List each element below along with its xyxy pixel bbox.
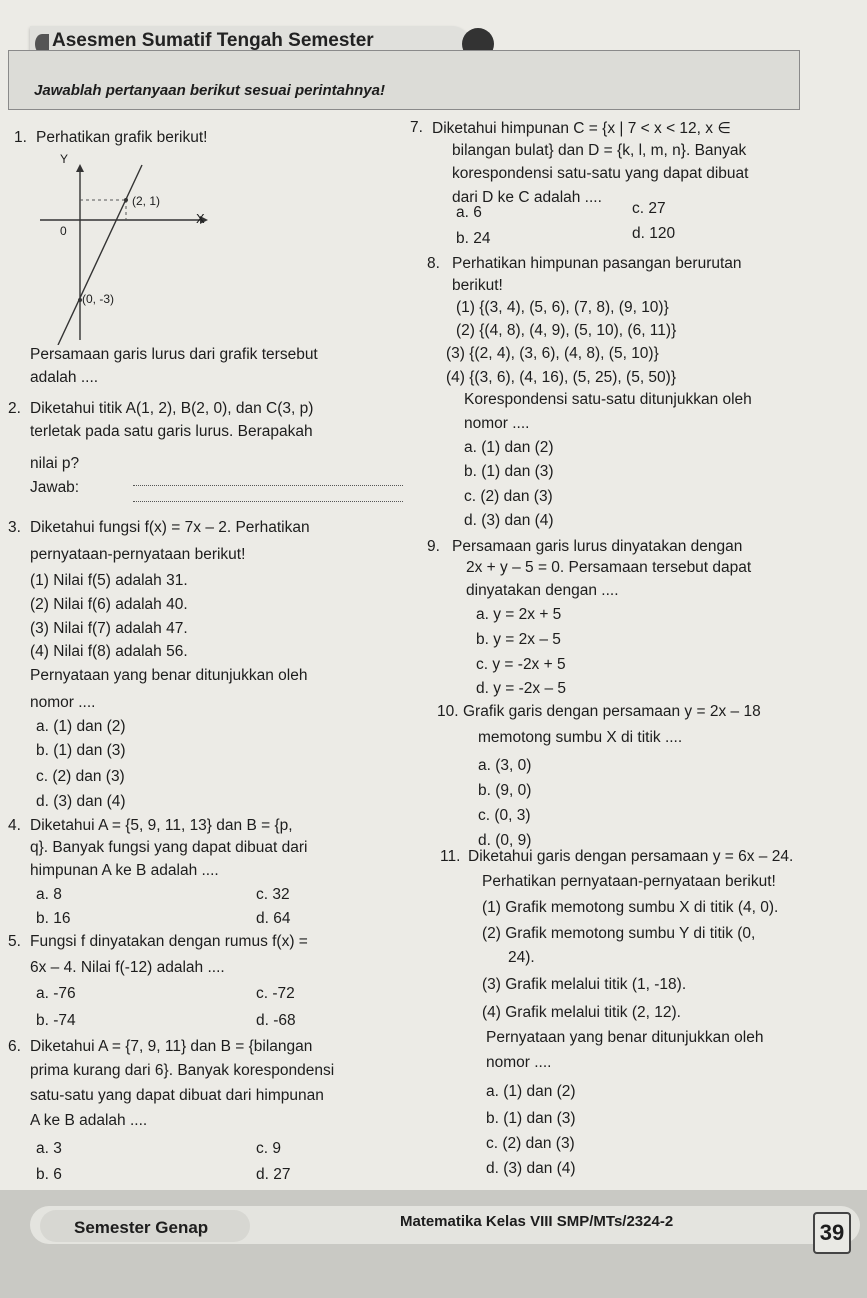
q8-set: (4) {(3, 6), (4, 16), (5, 25), (5, 50)}	[446, 369, 677, 386]
q7-option-d[interactable]: d. 120	[632, 225, 676, 242]
q5-number: 5.	[8, 933, 21, 950]
q11-statement: (1) Grafik memotong sumbu X di titik (4, 0).	[482, 899, 779, 916]
q8-set: (1) {(3, 4), (5, 6), (7, 8), (9, 10)}	[456, 299, 669, 316]
q7-text-1: Diketahui himpunan C = {x | 7 < x < 12, x ∈	[432, 120, 731, 137]
q4-option-c[interactable]: c. 32	[256, 886, 290, 903]
q8-option-d[interactable]: d. (3) dan (4)	[464, 512, 554, 529]
q6-text-4: A ke B adalah ....	[30, 1112, 148, 1129]
q1-text: Perhatikan grafik berikut!	[36, 129, 208, 146]
q9-text-2: 2x + y – 5 = 0. Persamaan tersebut dapat	[466, 559, 752, 576]
q10-option-b[interactable]: b. (9, 0)	[478, 782, 532, 799]
q7-option-a[interactable]: a. 6	[456, 204, 482, 221]
q10-text-2: memotong sumbu X di titik ....	[478, 729, 683, 746]
q7-option-b[interactable]: b. 24	[456, 230, 491, 247]
q9-option-d[interactable]: d. y = -2x – 5	[476, 680, 567, 697]
q10-text-1: Grafik garis dengan persamaan y = 2x – 18	[463, 703, 761, 720]
q11-option-d[interactable]: d. (3) dan (4)	[486, 1160, 576, 1177]
q6-option-a[interactable]: a. 3	[36, 1140, 62, 1157]
graph-origin-label: 0	[60, 224, 67, 238]
graph-line	[58, 165, 142, 345]
q4-option-d[interactable]: d. 64	[256, 910, 291, 927]
page-number: 39	[813, 1212, 851, 1254]
q1-text-2: Persamaan garis lurus dari grafik tersebut	[30, 346, 318, 363]
q9-number: 9.	[427, 538, 440, 555]
q11-statement-cont: 24).	[508, 949, 535, 966]
q11-text-4: nomor ....	[486, 1054, 552, 1071]
q9-text-3: dinyatakan dengan ....	[466, 582, 619, 599]
q3-statement: (3) Nilai f(7) adalah 47.	[30, 620, 188, 637]
q6-text-3: satu-satu yang dapat dibuat dari himpunan	[30, 1087, 324, 1104]
q3-option-b[interactable]: b. (1) dan (3)	[36, 742, 126, 759]
q11-option-c[interactable]: c. (2) dan (3)	[486, 1135, 575, 1152]
q9-option-b[interactable]: b. y = 2x – 5	[476, 631, 561, 648]
q6-text-2: prima kurang dari 6}. Banyak korespondensi	[30, 1062, 335, 1079]
q5-option-d[interactable]: d. -68	[256, 1012, 296, 1029]
point-a-marker	[124, 198, 128, 202]
q11-text-1: Diketahui garis dengan persamaan y = 6x – 24.	[468, 848, 794, 865]
q8-text-2: berikut!	[452, 277, 503, 294]
q7-option-c[interactable]: c. 27	[632, 200, 666, 217]
graph-y-label: Y	[60, 152, 69, 166]
page-title: Asesmen Sumatif Tengah Semester	[52, 30, 374, 51]
q11-text-2: Perhatikan pernyataan-pernyataan berikut!	[482, 873, 776, 890]
q7-text-2: bilangan bulat} dan D = {k, l, m, n}. Banyak	[452, 142, 747, 159]
q6-option-c[interactable]: c. 9	[256, 1140, 281, 1157]
q5-text-1: Fungsi f dinyatakan dengan rumus f(x) =	[30, 933, 308, 950]
q8-option-b[interactable]: b. (1) dan (3)	[464, 463, 554, 480]
q6-option-b[interactable]: b. 6	[36, 1166, 62, 1183]
q2-answer-label: Jawab:	[30, 479, 80, 496]
q11-option-a[interactable]: a. (1) dan (2)	[486, 1083, 576, 1100]
q5-text-2: 6x – 4. Nilai f(-12) adalah ....	[30, 959, 225, 976]
q11-statement: (4) Grafik melalui titik (2, 12).	[482, 1004, 681, 1021]
q8-set: (3) {(2, 4), (3, 6), (4, 8), (5, 10)}	[446, 345, 659, 362]
q9-option-a[interactable]: a. y = 2x + 5	[476, 606, 562, 623]
q3-text-1: Diketahui fungsi f(x) = 7x – 2. Perhatikan	[30, 519, 310, 536]
q2-answer-line-2[interactable]	[133, 500, 403, 502]
q4-text-1: Diketahui A = {5, 9, 11, 13} dan B = {p,	[30, 817, 293, 834]
q11-text-3: Pernyataan yang benar ditunjukkan oleh	[486, 1029, 764, 1046]
q4-number: 4.	[8, 817, 21, 834]
q2-text-1: Diketahui titik A(1, 2), B(2, 0), dan C(3, p)	[30, 400, 314, 417]
q4-text-3: himpunan A ke B adalah ....	[30, 862, 219, 879]
q10-number: 10.	[437, 703, 459, 720]
q11-option-b[interactable]: b. (1) dan (3)	[486, 1110, 576, 1127]
footer-book-title: Matematika Kelas VIII SMP/MTs/2324-2	[400, 1213, 674, 1230]
graph-x-label: X	[196, 211, 205, 226]
q2-text-2: terletak pada satu garis lurus. Berapakah	[30, 423, 313, 440]
q11-statement: (3) Grafik melalui titik (1, -18).	[482, 976, 687, 993]
q10-option-d[interactable]: d. (0, 9)	[478, 832, 532, 849]
q5-option-a[interactable]: a. -76	[36, 985, 76, 1002]
q3-statement: (2) Nilai f(6) adalah 40.	[30, 596, 188, 613]
q10-option-c[interactable]: c. (0, 3)	[478, 807, 531, 824]
q3-statement: (1) Nilai f(5) adalah 31.	[30, 572, 188, 589]
q1-graph	[40, 150, 220, 345]
q6-option-d[interactable]: d. 27	[256, 1166, 291, 1183]
q8-set: (2) {(4, 8), (4, 9), (5, 10), (6, 11)}	[456, 322, 677, 339]
q3-text-2: pernyataan-pernyataan berikut!	[30, 546, 246, 563]
q8-text-3: Korespondensi satu-satu ditunjukkan oleh	[464, 391, 752, 408]
q9-text-1: Persamaan garis lurus dinyatakan dengan	[452, 538, 743, 555]
q8-option-c[interactable]: c. (2) dan (3)	[464, 488, 553, 505]
q8-number: 8.	[427, 255, 440, 272]
q2-answer-line-1[interactable]	[133, 484, 403, 486]
q8-option-a[interactable]: a. (1) dan (2)	[464, 439, 554, 456]
q3-option-c[interactable]: c. (2) dan (3)	[36, 768, 125, 785]
q10-option-a[interactable]: a. (3, 0)	[478, 757, 532, 774]
q5-option-c[interactable]: c. -72	[256, 985, 295, 1002]
q4-option-a[interactable]: a. 8	[36, 886, 62, 903]
y-axis-arrow-icon	[76, 164, 84, 172]
q8-text-4: nomor ....	[464, 415, 530, 432]
q4-option-b[interactable]: b. 16	[36, 910, 71, 927]
q3-statement: (4) Nilai f(8) adalah 56.	[30, 643, 188, 660]
q3-option-d[interactable]: d. (3) dan (4)	[36, 793, 126, 810]
q6-text-1: Diketahui A = {7, 9, 11} dan B = {bilangan	[30, 1038, 313, 1055]
graph-point-b-label: (0, -3)	[82, 292, 115, 306]
q1-text-3: adalah ....	[30, 369, 99, 386]
q4-text-2: q}. Banyak fungsi yang dapat dibuat dari	[30, 839, 308, 856]
q11-number: 11.	[440, 848, 461, 865]
q2-number: 2.	[8, 400, 21, 417]
q3-option-a[interactable]: a. (1) dan (2)	[36, 718, 126, 735]
q6-number: 6.	[8, 1038, 21, 1055]
footer-semester: Semester Genap	[74, 1218, 209, 1237]
q8-text-1: Perhatikan himpunan pasangan berurutan	[452, 255, 742, 272]
q3-text-4: nomor ....	[30, 694, 96, 711]
graph-point-a-label: (2, 1)	[132, 194, 161, 208]
q3-text-3: Pernyataan yang benar ditunjukkan oleh	[30, 667, 308, 684]
q11-statement: (2) Grafik memotong sumbu Y di titik (0,	[482, 925, 756, 942]
q9-option-c[interactable]: c. y = -2x + 5	[476, 656, 566, 673]
q5-option-b[interactable]: b. -74	[36, 1012, 76, 1029]
q7-number: 7.	[410, 119, 423, 136]
q7-text-3: korespondensi satu-satu yang dapat dibuat	[452, 165, 749, 182]
q1-number: 1.	[14, 129, 27, 146]
q7-text-4: dari D ke C adalah ....	[452, 189, 602, 206]
instruction-box	[8, 50, 800, 110]
q3-number: 3.	[8, 519, 21, 536]
q2-text-3: nilai p?	[30, 455, 80, 472]
instruction-text: Jawablah pertanyaan berikut sesuai perintahnya!	[34, 82, 385, 99]
